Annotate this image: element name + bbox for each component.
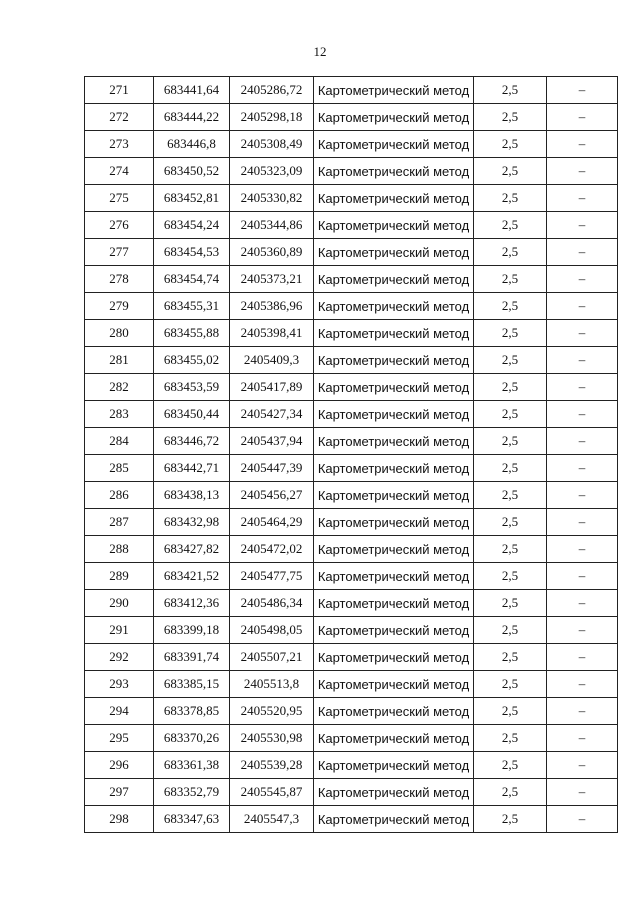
point-number-cell: 284 — [85, 428, 154, 455]
description-cell: – — [547, 563, 618, 590]
table-row — [85, 347, 618, 374]
accuracy-cell: 2,5 — [474, 536, 547, 563]
point-number-cell: 271 — [85, 77, 154, 104]
y-coordinate-cell: 2405308,49 — [230, 131, 314, 158]
description-cell: – — [547, 428, 618, 455]
table-row — [85, 266, 618, 293]
method-cell: Картометрический метод — [314, 266, 474, 293]
x-coordinate-cell: 683455,88 — [154, 320, 230, 347]
accuracy-cell: 2,5 — [474, 725, 547, 752]
accuracy-cell: 2,5 — [474, 239, 547, 266]
point-number-cell: 273 — [85, 131, 154, 158]
table-row — [85, 293, 618, 320]
point-number-cell: 298 — [85, 806, 154, 833]
y-coordinate-cell: 2405477,75 — [230, 563, 314, 590]
accuracy-cell: 2,5 — [474, 185, 547, 212]
table-row — [85, 185, 618, 212]
method-cell: Картометрический метод — [314, 293, 474, 320]
x-coordinate-cell: 683455,02 — [154, 347, 230, 374]
accuracy-cell: 2,5 — [474, 752, 547, 779]
x-coordinate-cell: 683454,53 — [154, 239, 230, 266]
description-cell: – — [547, 104, 618, 131]
accuracy-cell: 2,5 — [474, 698, 547, 725]
description-cell: – — [547, 617, 618, 644]
x-coordinate-cell: 683453,59 — [154, 374, 230, 401]
point-number-cell: 290 — [85, 590, 154, 617]
y-coordinate-cell: 2405507,21 — [230, 644, 314, 671]
method-cell: Картометрический метод — [314, 752, 474, 779]
y-coordinate-cell: 2405360,89 — [230, 239, 314, 266]
x-coordinate-cell: 683442,71 — [154, 455, 230, 482]
description-cell: – — [547, 482, 618, 509]
y-coordinate-cell: 2405447,39 — [230, 455, 314, 482]
table-row — [85, 590, 618, 617]
point-number-cell: 272 — [85, 104, 154, 131]
method-cell: Картометрический метод — [314, 374, 474, 401]
y-coordinate-cell: 2405286,72 — [230, 77, 314, 104]
accuracy-cell: 2,5 — [474, 563, 547, 590]
point-number-cell: 285 — [85, 455, 154, 482]
table-row — [85, 401, 618, 428]
y-coordinate-cell: 2405530,98 — [230, 725, 314, 752]
table-row — [85, 536, 618, 563]
y-coordinate-cell: 2405539,28 — [230, 752, 314, 779]
y-coordinate-cell: 2405409,3 — [230, 347, 314, 374]
method-cell: Картометрический метод — [314, 455, 474, 482]
point-number-cell: 280 — [85, 320, 154, 347]
point-number-cell: 275 — [85, 185, 154, 212]
y-coordinate-cell: 2405344,86 — [230, 212, 314, 239]
table-row — [85, 374, 618, 401]
point-number-cell: 282 — [85, 374, 154, 401]
x-coordinate-cell: 683454,24 — [154, 212, 230, 239]
table-row — [85, 77, 618, 104]
description-cell: – — [547, 212, 618, 239]
description-cell: – — [547, 644, 618, 671]
method-cell: Картометрический метод — [314, 131, 474, 158]
point-number-cell: 292 — [85, 644, 154, 671]
description-cell: – — [547, 401, 618, 428]
coordinates-table — [84, 76, 618, 833]
accuracy-cell: 2,5 — [474, 482, 547, 509]
method-cell: Картометрический метод — [314, 617, 474, 644]
point-number-cell: 279 — [85, 293, 154, 320]
description-cell: – — [547, 536, 618, 563]
method-cell: Картометрический метод — [314, 347, 474, 374]
method-cell: Картометрический метод — [314, 77, 474, 104]
method-cell: Картометрический метод — [314, 509, 474, 536]
description-cell: – — [547, 590, 618, 617]
table-row — [85, 671, 618, 698]
x-coordinate-cell: 683427,82 — [154, 536, 230, 563]
method-cell: Картометрический метод — [314, 320, 474, 347]
x-coordinate-cell: 683455,31 — [154, 293, 230, 320]
table-row — [85, 131, 618, 158]
accuracy-cell: 2,5 — [474, 320, 547, 347]
y-coordinate-cell: 2405520,95 — [230, 698, 314, 725]
accuracy-cell: 2,5 — [474, 779, 547, 806]
table-row — [85, 104, 618, 131]
method-cell: Картометрический метод — [314, 239, 474, 266]
method-cell: Картометрический метод — [314, 212, 474, 239]
point-number-cell: 291 — [85, 617, 154, 644]
x-coordinate-cell: 683446,8 — [154, 131, 230, 158]
y-coordinate-cell: 2405427,34 — [230, 401, 314, 428]
accuracy-cell: 2,5 — [474, 806, 547, 833]
table-row — [85, 158, 618, 185]
table-row — [85, 455, 618, 482]
point-number-cell: 286 — [85, 482, 154, 509]
y-coordinate-cell: 2405417,89 — [230, 374, 314, 401]
accuracy-cell: 2,5 — [474, 293, 547, 320]
point-number-cell: 276 — [85, 212, 154, 239]
method-cell: Картометрический метод — [314, 428, 474, 455]
method-cell: Картометрический метод — [314, 725, 474, 752]
point-number-cell: 287 — [85, 509, 154, 536]
accuracy-cell: 2,5 — [474, 671, 547, 698]
description-cell: – — [547, 698, 618, 725]
x-coordinate-cell: 683412,36 — [154, 590, 230, 617]
y-coordinate-cell: 2405464,29 — [230, 509, 314, 536]
y-coordinate-cell: 2405298,18 — [230, 104, 314, 131]
y-coordinate-cell: 2405547,3 — [230, 806, 314, 833]
description-cell: – — [547, 185, 618, 212]
y-coordinate-cell: 2405456,27 — [230, 482, 314, 509]
description-cell: – — [547, 239, 618, 266]
x-coordinate-cell: 683385,15 — [154, 671, 230, 698]
accuracy-cell: 2,5 — [474, 617, 547, 644]
point-number-cell: 288 — [85, 536, 154, 563]
method-cell: Картометрический метод — [314, 563, 474, 590]
accuracy-cell: 2,5 — [474, 509, 547, 536]
description-cell: – — [547, 293, 618, 320]
accuracy-cell: 2,5 — [474, 347, 547, 374]
x-coordinate-cell: 683421,52 — [154, 563, 230, 590]
description-cell: – — [547, 509, 618, 536]
y-coordinate-cell: 2405437,94 — [230, 428, 314, 455]
table-row — [85, 428, 618, 455]
description-cell: – — [547, 455, 618, 482]
x-coordinate-cell: 683378,85 — [154, 698, 230, 725]
description-cell: – — [547, 347, 618, 374]
accuracy-cell: 2,5 — [474, 266, 547, 293]
method-cell: Картометрический метод — [314, 482, 474, 509]
accuracy-cell: 2,5 — [474, 455, 547, 482]
table-row — [85, 509, 618, 536]
y-coordinate-cell: 2405545,87 — [230, 779, 314, 806]
point-number-cell: 278 — [85, 266, 154, 293]
coordinates-table-body — [85, 77, 618, 833]
y-coordinate-cell: 2405513,8 — [230, 671, 314, 698]
point-number-cell: 297 — [85, 779, 154, 806]
x-coordinate-cell: 683446,72 — [154, 428, 230, 455]
point-number-cell: 293 — [85, 671, 154, 698]
x-coordinate-cell: 683452,81 — [154, 185, 230, 212]
table-row — [85, 563, 618, 590]
method-cell: Картометрический метод — [314, 185, 474, 212]
accuracy-cell: 2,5 — [474, 428, 547, 455]
x-coordinate-cell: 683399,18 — [154, 617, 230, 644]
x-coordinate-cell: 683361,38 — [154, 752, 230, 779]
table-row — [85, 644, 618, 671]
x-coordinate-cell: 683450,44 — [154, 401, 230, 428]
page-number: 12 — [313, 44, 327, 59]
accuracy-cell: 2,5 — [474, 77, 547, 104]
y-coordinate-cell: 2405472,02 — [230, 536, 314, 563]
point-number-cell: 294 — [85, 698, 154, 725]
description-cell: – — [547, 266, 618, 293]
accuracy-cell: 2,5 — [474, 158, 547, 185]
x-coordinate-cell: 683432,98 — [154, 509, 230, 536]
point-number-cell: 289 — [85, 563, 154, 590]
method-cell: Картометрический метод — [314, 779, 474, 806]
table-row — [85, 212, 618, 239]
point-number-cell: 274 — [85, 158, 154, 185]
accuracy-cell: 2,5 — [474, 644, 547, 671]
description-cell: – — [547, 374, 618, 401]
accuracy-cell: 2,5 — [474, 212, 547, 239]
table-row — [85, 806, 618, 833]
x-coordinate-cell: 683444,22 — [154, 104, 230, 131]
method-cell: Картометрический метод — [314, 536, 474, 563]
x-coordinate-cell: 683370,26 — [154, 725, 230, 752]
method-cell: Картометрический метод — [314, 671, 474, 698]
y-coordinate-cell: 2405486,34 — [230, 590, 314, 617]
description-cell: – — [547, 320, 618, 347]
y-coordinate-cell: 2405330,82 — [230, 185, 314, 212]
description-cell: – — [547, 77, 618, 104]
accuracy-cell: 2,5 — [474, 401, 547, 428]
description-cell: – — [547, 158, 618, 185]
x-coordinate-cell: 683454,74 — [154, 266, 230, 293]
y-coordinate-cell: 2405373,21 — [230, 266, 314, 293]
method-cell: Картометрический метод — [314, 806, 474, 833]
point-number-cell: 281 — [85, 347, 154, 374]
method-cell: Картометрический метод — [314, 644, 474, 671]
description-cell: – — [547, 752, 618, 779]
description-cell: – — [547, 806, 618, 833]
method-cell: Картометрический метод — [314, 158, 474, 185]
accuracy-cell: 2,5 — [474, 131, 547, 158]
point-number-cell: 295 — [85, 725, 154, 752]
method-cell: Картометрический метод — [314, 104, 474, 131]
x-coordinate-cell: 683441,64 — [154, 77, 230, 104]
table-row — [85, 698, 618, 725]
table-row — [85, 482, 618, 509]
description-cell: – — [547, 131, 618, 158]
table-row — [85, 752, 618, 779]
y-coordinate-cell: 2405398,41 — [230, 320, 314, 347]
x-coordinate-cell: 683391,74 — [154, 644, 230, 671]
point-number-cell: 296 — [85, 752, 154, 779]
method-cell: Картометрический метод — [314, 401, 474, 428]
table-row — [85, 725, 618, 752]
method-cell: Картометрический метод — [314, 698, 474, 725]
y-coordinate-cell: 2405498,05 — [230, 617, 314, 644]
description-cell: – — [547, 671, 618, 698]
point-number-cell: 277 — [85, 239, 154, 266]
y-coordinate-cell: 2405386,96 — [230, 293, 314, 320]
accuracy-cell: 2,5 — [474, 590, 547, 617]
table-row — [85, 779, 618, 806]
method-cell: Картометрический метод — [314, 590, 474, 617]
table-row — [85, 617, 618, 644]
x-coordinate-cell: 683347,63 — [154, 806, 230, 833]
x-coordinate-cell: 683450,52 — [154, 158, 230, 185]
table-row — [85, 320, 618, 347]
accuracy-cell: 2,5 — [474, 374, 547, 401]
description-cell: – — [547, 779, 618, 806]
accuracy-cell: 2,5 — [474, 104, 547, 131]
table-row — [85, 239, 618, 266]
point-number-cell: 283 — [85, 401, 154, 428]
y-coordinate-cell: 2405323,09 — [230, 158, 314, 185]
x-coordinate-cell: 683352,79 — [154, 779, 230, 806]
description-cell: – — [547, 725, 618, 752]
x-coordinate-cell: 683438,13 — [154, 482, 230, 509]
